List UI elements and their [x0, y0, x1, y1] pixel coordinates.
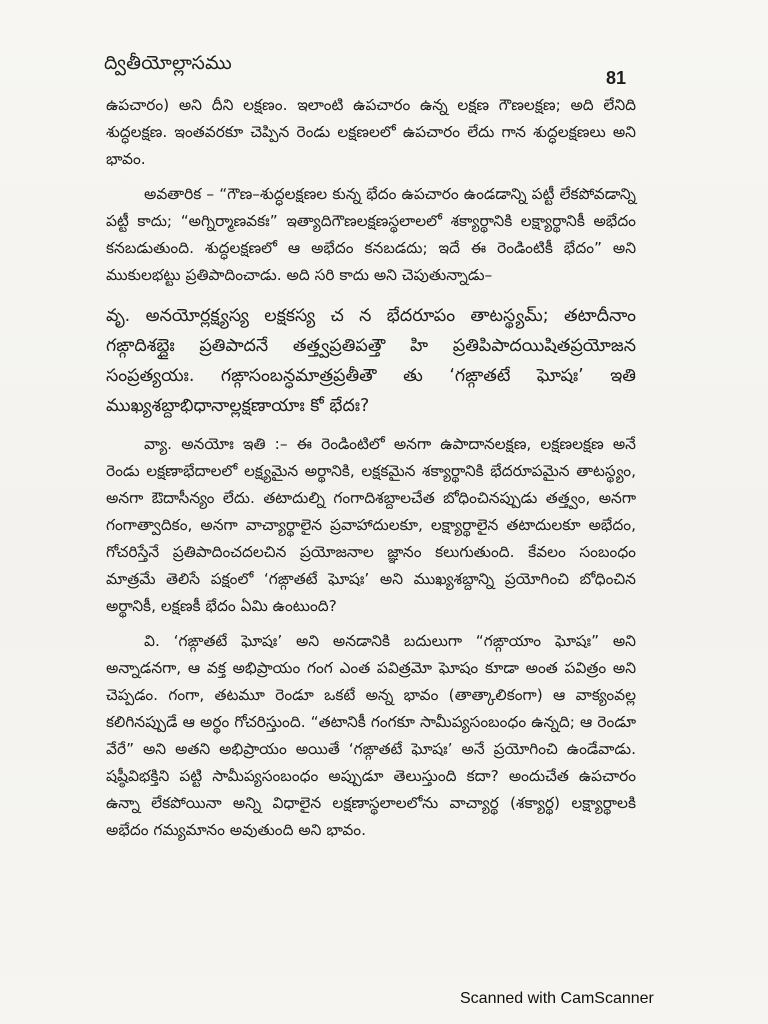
running-header-title: ద్వితీయోల్లాసము: [104, 52, 232, 74]
paragraph-avatarika: అవతారిక – “గౌణ–శుద్ధలక్షణల కున్న భేదం ఉపచారం ఉండడాన్ని పట్టీ లేకపోవడాన్ని పట్టీ కాదు; “అగ్నిర్మాణవకః” ఇత్యాదిగౌణలక్షణస్థలాలలో శక్యార్థానికి లక్ష్యార్థానికీ అభేదం కనబడుతుంది. శుద్ధలక్షణలో ఆ అభేదం కనబడదు; ఇదే ఈ రెండింటికీ భేదం” అని ముకులభట్టు ప్రతిపాదించాడు. అది సరి కాదు అని చెపుతున్నాడు–: [106, 185, 636, 284]
paragraph-vivarana: వి. ‘గఙ్గాతటే ఘోషః’ అని అనడానికి బదులుగా “గఙ్గాయాం ఘోషః” అని అన్నాడనగా, ఆ వక్త అభిప్రాయం గంగ ఎంత పవిత్రమో ఘోషం కూడా అంత పవిత్రం అని చెప్పడం. గంగా, తటమూ రెండూ ఒకటే అన్న భావం (తాత్కాలికంగా) ఆ వాక్యంవల్ల కలిగినప్పుడే ఆ అర్థం గోచరిస్తుంది. “తటానికీ గంగకూ సామీప్యసంబంధం ఉన్నది; ఆ రెండూ వేరే” అని అతని అభిప్రాయం అయితే ‘గఙ్గాతటే ఘోషః’ అనే ప్రయోగించి ఉండేవాడు. షష్ఠీవిభక్తిని పట్టి సామీప్యసంబంధం అప్పుడూ తెలుస్తుంది కదా? అందుచేత ఉపచారం ఉన్నా లేకపోయినా అన్ని విధాలైన లక్షణాస్థలాలలోను వాచ్యార్థ (శక్యార్థ) లక్ష్యార్థాలకి అభేదం గమ్యమానం అవుతుంది అని భావం.: [106, 632, 636, 839]
paragraph-continuation: ఉపచారం) అని దీని లక్షణం. ఇలాంటి ఉపచారం ఉన్న లక్షణ గౌణలక్షణ; అది లేనిది శుద్ధలక్షణ. ఇంతవరకూ చెప్పిన రెండు లక్షణలలో ఉపచారం లేదు గాన శుద్ధలక్షణలు అని భావం.: [106, 96, 636, 168]
page-body: [106, 92, 636, 852]
camscanner-watermark: Scanned with CamScanner: [460, 990, 654, 1007]
page-number: 81: [606, 68, 627, 88]
paragraph-vritti: వృ. అనయోర్లక్ష్యస్య లక్షకస్య చ న భేదరూపం తాటస్థ్యమ్; తటాదీనాం గఙ్గాదిశబ్దైః ప్రతిపాదనే తత్త్వప్రతిపత్తౌ హి ప్రతిపిపాదయిషితప్రయోజన సంప్రత్యయః. గఙ్గాసంబన్ధమాత్రప్రతీతౌ తు ‘గఙ్గాతటే ఘోషః’ ఇతి ముఖ్యశబ్దాభిధానాల్లక్షణాయాః కో భేదః?: [106, 306, 636, 416]
paragraph-vyakhya: వ్యా. అనయోః ఇతి :– ఈ రెండింటిలో అనగా ఉపాదానలక్షణ, లక్షణలక్షణ అనే రెండు లక్షణాభేదాలలో లక్ష్యమైన అర్థానికి, లక్షకమైన శక్యార్థానికి భేదరూపమైన తాటస్థ్యం, అనగా ఔదాసీన్యం లేదు. తటాదుల్ని గంగాదిశబ్దాలచేత బోధించినప్పుడు తత్త్వం, అనగా గంగాత్వాదికం, అనగా వాచ్యార్థాలైన ప్రవాహాదులకూ, లక్ష్యార్థాలైన తటాదులకూ అభేదం, గోచరిస్తేనే ప్రతిపాదించదలచిన ప్రయోజనాల జ్ఞానం కలుగుతుంది. కేవలం సంబంధం మాత్రమే తెలిసే పక్షంలో ‘గఙ్గాతటే ఘోషః’ అని ముఖ్యశబ్దాన్ని ప్రయోగించి బోధించిన అర్థానికీ, లక్షణకీ భేదం ఏమి ఉంటుంది?: [106, 435, 636, 615]
